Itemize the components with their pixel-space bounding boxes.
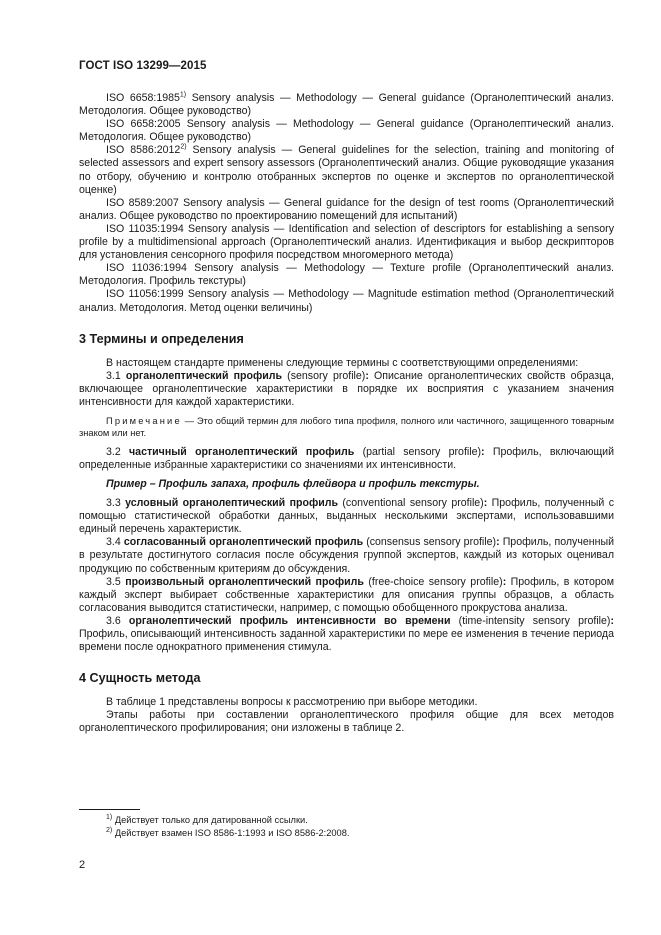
term-colon: :: [496, 536, 500, 549]
ref-item: [79, 144, 614, 196]
term-number: 3.3: [106, 497, 126, 510]
ref-text: Sensory analysis — Methodology — General guidance (Органолептический анализ. Методология. Общее руководство): [79, 92, 614, 118]
term-name: частичный органолептический профиль: [129, 445, 355, 458]
term-3-2: [79, 446, 614, 472]
ref-item: [79, 118, 614, 144]
ref-text: Sensory analysis — Methodology — Texture profile (Органолептический анализ. Методология. Профиль текстуры): [79, 262, 615, 288]
ref-text: Sensory analysis — General guidelines for the selection, training and monitoring of selected assessors and expert sensory assessors (Органолептический анализ. Общие руководящие указания по отбору, обучению и контролю отобранных экспертов по оценке и экспертов по органолептической оценке): [79, 144, 614, 196]
footnote-text: Действует взамен ISO 8586-1:1993 и ISO 8586-2:2008.: [112, 827, 350, 838]
ref-id: ISO 11036:1994: [106, 262, 187, 275]
term-definition: Профиль, включающий определенные избранные характеристики со значениями их интенсивности.: [79, 445, 615, 471]
term-number: 3.6: [106, 614, 129, 627]
term-colon: :: [610, 614, 614, 627]
term-definition: Профиль, в котором каждый эксперт выбирает собственные характеристики для описания группы образцов, а область согласования выводится статистически, например, с помощью обобщенного прокрустова анализа.: [79, 575, 614, 614]
footnote-mark: 2): [106, 826, 113, 834]
page-body: [79, 92, 614, 735]
term-english: (sensory profile): [282, 369, 366, 382]
note-label: Примечание: [106, 415, 182, 426]
term-number: 3.5: [106, 575, 126, 588]
ref-item: [79, 92, 614, 118]
term-colon: :: [365, 369, 369, 382]
footnote-text: Действует только для датированной ссылки.: [112, 815, 308, 825]
term-3-3: [79, 497, 614, 536]
ref-id: ISO 6658:1985: [106, 92, 180, 104]
term-3-4: [79, 536, 614, 575]
term-colon: :: [502, 575, 507, 588]
footnote-mark: 2): [180, 143, 187, 151]
ref-id: ISO 11056:1999: [106, 288, 184, 301]
term-colon: :: [481, 445, 485, 458]
term-number: 3.2: [106, 445, 130, 458]
section-3-intro: В настоящем стандарте применены следующие термины с соответствующими определениями:: [106, 356, 579, 369]
term-name: произвольный органолептический профиль: [125, 575, 364, 588]
term-english: (consensus sensory profile): [363, 536, 497, 549]
ref-id: ISO 11035:1994: [106, 222, 184, 235]
ref-item: [79, 262, 614, 288]
ref-id: ISO 8586:2012: [106, 144, 181, 157]
footnote-mark: 1): [106, 813, 113, 821]
section-4-heading: 4 Сущность метода: [79, 671, 201, 686]
ref-id: ISO 6658:2005: [106, 118, 181, 131]
footnote-item: [106, 827, 349, 840]
term-english: (time-intensity sensory profile): [450, 614, 611, 627]
term-definition: Профиль, полученный с помощью статистической обработки данных, выданных несколькими экспертами, использовавшими единый перечень характеристик.: [79, 497, 614, 536]
footnotes: [106, 814, 349, 839]
section-3-heading: 3 Термины и определения: [79, 331, 244, 346]
note: [79, 415, 614, 440]
footnote-divider: [79, 809, 140, 810]
term-colon: :: [483, 497, 488, 510]
ref-id: ISO 8589:2007: [106, 196, 179, 209]
term-number: 3.1: [106, 369, 126, 382]
term-name: условный органолептический профиль: [125, 497, 338, 510]
ref-text: Sensory analysis — Methodology — Magnitude estimation method (Органолептический анализ. Методология. Метод оценки величины): [79, 288, 615, 314]
doc-header-code: ГОСТ ISO 13299—2015: [79, 60, 207, 72]
term-3-1: [79, 370, 614, 409]
term-definition: Описание органолептических свойств образца, включающее органолептические характеристики в порядке их восприятия с указанием значения интенсивности для каждой характеристики.: [79, 369, 615, 408]
ref-text: Sensory analysis — General guidance for the design of test rooms (Органолептический анализ. Общее руководство по проектированию помещений для испытаний): [79, 196, 614, 222]
term-name: согласованный органолептический профиль: [123, 536, 364, 549]
note-text: — Это общий термин для любого типа профиля, полного или частичного, защищенного товарным знаком или нет.: [79, 415, 614, 439]
term-english: (conventional sensory profile): [337, 497, 484, 510]
page-number: 2: [79, 859, 86, 871]
term-number: 3.4: [106, 536, 124, 549]
section-4-paragraph: В таблице 1 представлены вопросы к рассмотрению при выборе методики.: [106, 696, 478, 709]
ref-text: Sensory analysis — Identification and selection of descriptors for establishing a sensory profile by a multidimensional approach (Органолептический анализ. Идентификация и выбор дескрипторов для установления сенсорного профиля посредством многомерного метода): [79, 222, 614, 262]
term-english: (free-choice sensory profile): [363, 575, 503, 588]
term-english: (partial sensory profile): [354, 445, 482, 458]
term-definition: Профиль, полученный в результате достигнутого согласия после обсуждения группой экспертов, каждый из которых оценивал продукцию по собственным критериям до обсуждения.: [79, 536, 614, 575]
term-name: органолептический профиль интенсивности во времени: [128, 614, 451, 627]
term-3-6: [79, 615, 614, 654]
term-3-5: [79, 576, 614, 615]
ref-item: [79, 288, 614, 314]
section-4-paragraph: Этапы работы при составлении органолептического профиля общие для всех методов органолептического профилирования; они изложены в таблице 2.: [79, 709, 614, 735]
footnote-item: [106, 814, 349, 827]
example-text: Пример – Профиль запаха, профиль флейвора и профиль текстуры.: [106, 477, 480, 490]
term-definition: Профиль, описывающий интенсивность заданной характеристики по мере ее изменения в течение периода времени после однократного применения стимула.: [79, 628, 614, 654]
ref-item: [79, 223, 614, 262]
footnote-mark: 1): [179, 91, 187, 99]
ref-item: [79, 197, 614, 223]
ref-text: Sensory analysis — Methodology — General guidance (Органолептический анализ. Методология. Общее руководство): [79, 118, 614, 144]
term-name: органолептический профиль: [125, 369, 282, 382]
